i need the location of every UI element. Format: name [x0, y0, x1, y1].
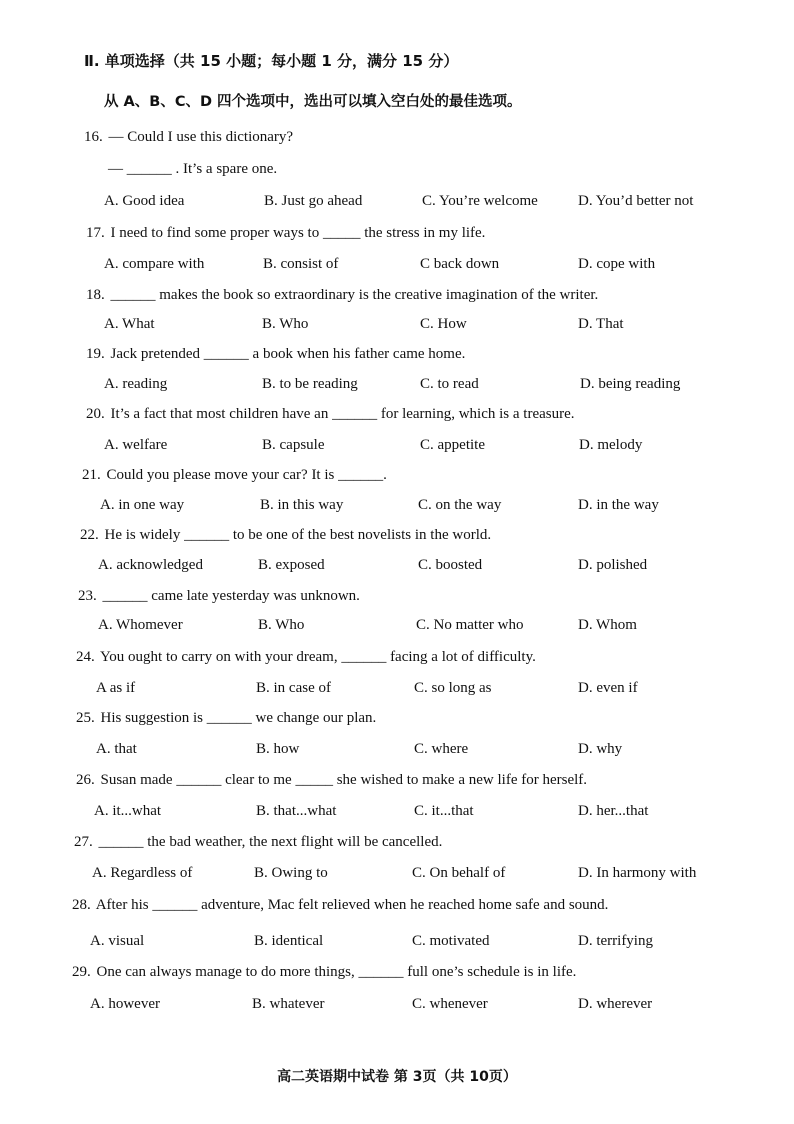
option-a: A. visual: [90, 933, 145, 949]
option-d: D. Whom: [578, 617, 637, 633]
question-stem: After his ______ adventure, Mac felt relieved when he reached home safe and sound.: [95, 897, 609, 913]
option-a: A. Regardless of: [92, 865, 193, 881]
question-number: 18.: [86, 287, 105, 303]
question-stem: ______ the bad weather, the next flight will be cancelled.: [98, 834, 443, 850]
option-b: B. that...what: [256, 803, 337, 819]
option-c: C. where: [414, 741, 469, 757]
question-stem: Could you please move your car? It is ______.: [106, 467, 387, 483]
question-number: 22.: [80, 527, 99, 543]
option-c: C. so long as: [414, 680, 492, 696]
option-b: B. in case of: [256, 680, 331, 696]
question-17: [86, 225, 485, 242]
question-number: 29.: [72, 964, 91, 980]
section-instruction: 从 A、B、C、D 四个选项中，选出可以填入空白处的最佳选项。: [104, 94, 522, 110]
option-a: A. however: [90, 996, 160, 1012]
question-stem: Jack pretended ______ a book when his father came home.: [110, 346, 466, 362]
option-d: D. That: [578, 316, 624, 332]
option-a: A. in one way: [100, 497, 185, 513]
option-b: B. Just go ahead: [264, 193, 363, 209]
question-stem: ______ makes the book so extraordinary is the creative imagination of the writer.: [110, 287, 599, 303]
option-c: C. to read: [420, 376, 479, 392]
question-number: 17.: [86, 225, 105, 241]
option-c: C. appetite: [420, 437, 485, 453]
option-c: C back down: [420, 256, 500, 272]
option-d: D. in the way: [578, 497, 659, 513]
option-b: B. consist of: [263, 256, 339, 272]
question-20: [86, 406, 575, 423]
option-d: D. terrifying: [578, 933, 653, 949]
option-d: D. even if: [578, 680, 638, 696]
option-c: C. it...that: [414, 803, 474, 819]
question-22: [80, 527, 491, 544]
question-stem: I need to find some proper ways to _____ the stress in my life.: [110, 225, 486, 241]
question-stem: — Could I use this dictionary?: [108, 129, 294, 145]
question-18: [86, 287, 598, 304]
question-25: [76, 710, 376, 727]
option-c: C. on the way: [418, 497, 502, 513]
question-number: 26.: [76, 772, 95, 788]
option-b: B. in this way: [260, 497, 344, 513]
question-stem: His suggestion is ______ we change our plan.: [96, 710, 377, 726]
question-number: 24.: [76, 649, 95, 665]
option-c: C. No matter who: [416, 617, 524, 633]
option-a: A. Whomever: [98, 617, 183, 633]
option-b: B. Who: [262, 316, 309, 332]
option-b: B. capsule: [262, 437, 325, 453]
question-stem: ______ came late yesterday was unknown.: [102, 588, 360, 604]
question-stem: It’s a fact that most children have an ______ for learning, which is a treasure.: [110, 406, 575, 422]
option-c: C. You’re welcome: [422, 193, 538, 209]
option-d: D. wherever: [578, 996, 653, 1012]
question-26: [76, 772, 587, 789]
option-a: A. reading: [104, 376, 168, 392]
question-16-reply: — ______ . It’s a spare one.: [108, 161, 278, 177]
option-a: A. acknowledged: [98, 557, 203, 573]
question-number: 28.: [72, 897, 91, 913]
option-d: D. In harmony with: [578, 865, 697, 881]
question-stem: One can always manage to do more things, ______ full one’s schedule is in life.: [96, 964, 577, 980]
option-c: C. motivated: [412, 933, 490, 949]
option-d: D. cope with: [578, 256, 656, 272]
option-a: A as if: [96, 680, 136, 696]
option-c: C. How: [420, 316, 467, 332]
option-d: D. being reading: [580, 376, 681, 392]
question-stem: He is widely ______ to be one of the best novelists in the world.: [104, 527, 492, 543]
question-19: [86, 346, 465, 363]
option-a: A. welfare: [104, 437, 168, 453]
option-b: B. Who: [258, 617, 305, 633]
option-b: B. to be reading: [262, 376, 358, 392]
option-a: A. it...what: [94, 803, 162, 819]
question-29: [72, 964, 576, 981]
section-title: Ⅱ. 单项选择（共 15 小题；每小题 1 分，满分 15 分）: [84, 52, 459, 70]
question-number: 19.: [86, 346, 105, 362]
option-b: B. Owing to: [254, 865, 328, 881]
question-27: [74, 834, 442, 851]
question-number: 21.: [82, 467, 101, 483]
question-28: [72, 897, 608, 914]
option-b: B. how: [256, 741, 300, 757]
option-a: A. What: [104, 316, 155, 332]
page-footer: 高二英语期中试卷 第 3页（共 10页）: [277, 1069, 517, 1085]
question-24: [76, 649, 536, 666]
option-d: D. You’d better not: [578, 193, 694, 209]
question-stem: You ought to carry on with your dream, ______ facing a lot of difficulty.: [99, 649, 536, 665]
option-c: C. whenever: [412, 996, 488, 1012]
option-c: C. On behalf of: [412, 865, 506, 881]
question-number: 20.: [86, 406, 105, 422]
option-b: B. whatever: [252, 996, 325, 1012]
option-d: D. polished: [578, 557, 648, 573]
question-stem: Susan made ______ clear to me _____ she wished to make a new life for herself.: [100, 772, 588, 788]
option-a: A. compare with: [104, 256, 205, 272]
question-21: [82, 467, 387, 484]
option-d: D. why: [578, 741, 623, 757]
question-number: 27.: [74, 834, 93, 850]
option-a: A. Good idea: [104, 193, 185, 209]
option-b: B. exposed: [258, 557, 325, 573]
question-23: [78, 588, 360, 605]
option-d: D. melody: [579, 437, 643, 453]
option-b: B. identical: [254, 933, 324, 949]
option-a: A. that: [96, 741, 137, 757]
question-number: 25.: [76, 710, 95, 726]
question-number: 16.: [84, 129, 103, 145]
question-number: 23.: [78, 588, 97, 604]
option-c: C. boosted: [418, 557, 483, 573]
option-d: D. her...that: [578, 803, 649, 819]
question-16: [84, 129, 293, 146]
